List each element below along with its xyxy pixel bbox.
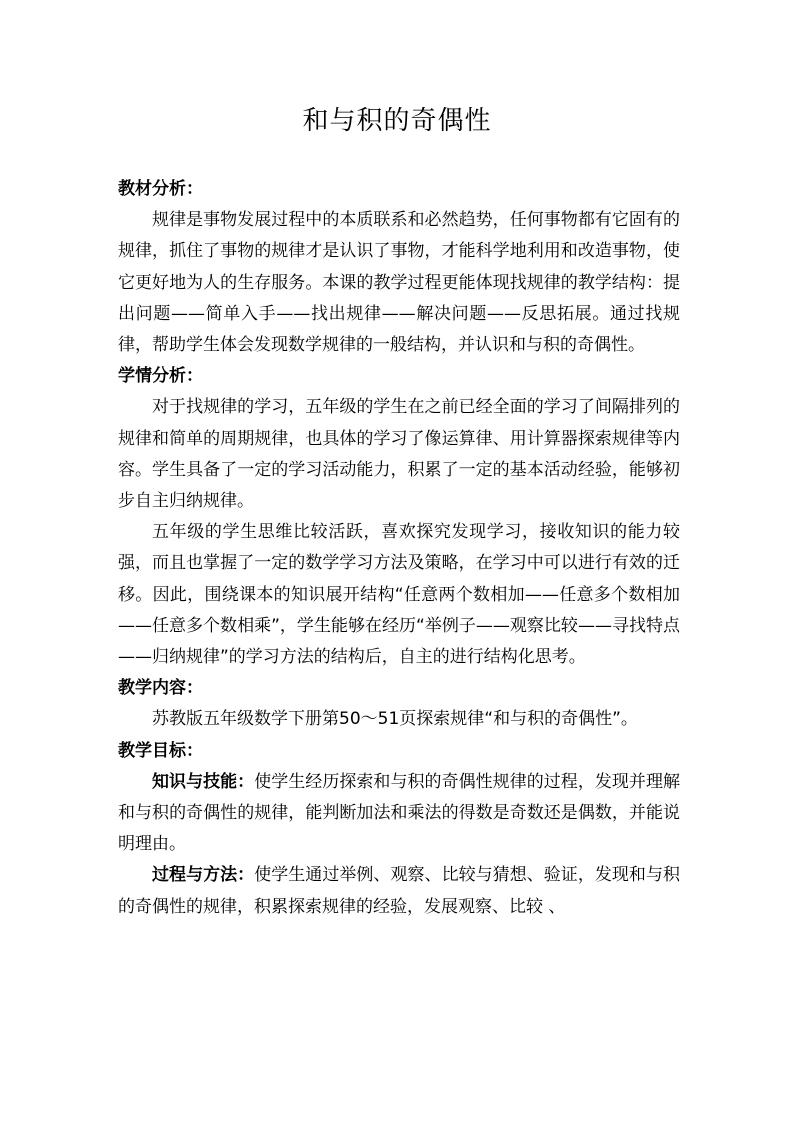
goal-knowledge-text: 使学生经历探索和与积的奇偶性规律的过程，发现并理解和与积的奇偶性的规律，能判断加法和乘法的得数是奇数还是偶数，并能说明理由。	[118, 771, 681, 855]
heading-teaching-goals: 教学目标：	[118, 740, 203, 761]
paragraph-student-analysis-1: 对于找规律的学习，五年级的学生在之前已经全面的学习了间隔排列的规律和简单的周期规律，也具体的学习了像运算律、用计算器探索规律等内容。学生具备了一定的学习活动能力，积累了一定的基本活动经验，能够初步自主归纳规律。	[118, 397, 680, 512]
goal-process-text: 使学生通过举例、观察、比较与猜想、验证，发现和与积的奇偶性的规律，积累探索规律的经验，发展观察、比较 、	[118, 865, 681, 917]
paragraph-material-analysis: 规律是事物发展过程中的本质联系和必然趋势，任何事物都有它固有的规律，抓住了事物的规律才是认识了事物，才能科学地利用和改造事物，使它更好地为人的生存服务。本课的教学过程更能体现找规律的教学结构：提出问题——简单入手——找出规律——解决问题——反思拓展。通过找规律，帮助学生体会发现数学规律的一般结构，并认识和与积的奇偶性。	[118, 210, 680, 356]
document-title: 和与积的奇偶性	[302, 106, 492, 136]
paragraph-teaching-content: 苏教版五年级数学下册第50～51页探索规律“和与积的奇偶性”。	[152, 709, 638, 730]
goal-process-label: 过程与方法：	[152, 865, 255, 886]
heading-teaching-content: 教学内容：	[118, 678, 203, 699]
goal-knowledge-label: 知识与技能：	[152, 771, 255, 792]
document-body	[118, 174, 680, 923]
paragraph-student-analysis-2: 五年级的学生思维比较活跃，喜欢探究发现学习，接收知识的能力较强，而且也掌握了一定的数学学习方法及策略，在学习中可以进行有效的迁移。因此，围绕课本的知识展开结构“任意两个数相加——任意多个数相加——任意多个数相乘”，学生能够在经历“举例子——观察比较——寻找特点——归纳规律”的学习方法的结构后，自主的进行结构化思考。	[118, 522, 680, 668]
heading-student-analysis: 学情分析：	[118, 366, 203, 387]
heading-material-analysis: 教材分析：	[118, 179, 203, 199]
paragraph-goal-process	[118, 860, 680, 922]
paragraph-goal-knowledge	[118, 767, 680, 861]
